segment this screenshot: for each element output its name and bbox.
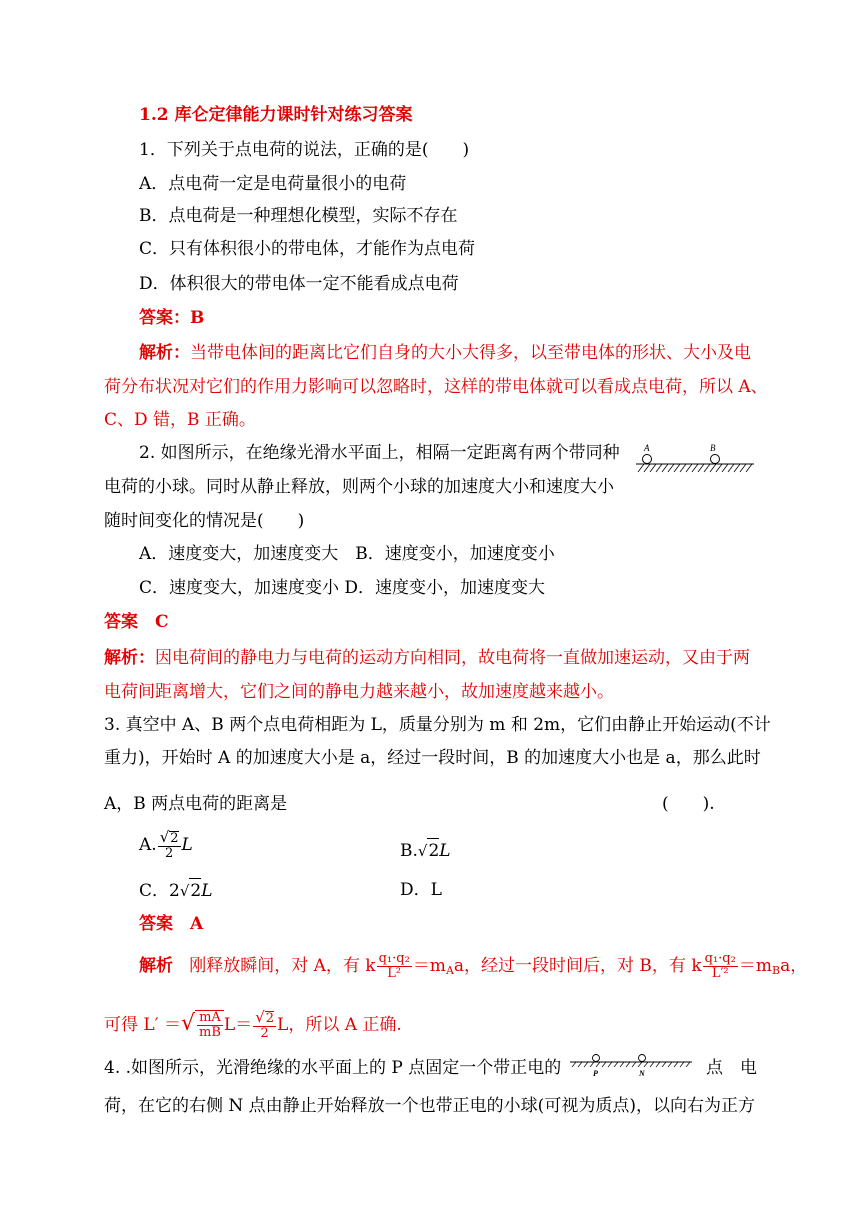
q3-option-a-fraction: $\frac{√2}{2}$ (159, 828, 179, 861)
q3-option-c: C．2√2L (139, 878, 213, 903)
q3-option-b-L: L (439, 841, 451, 861)
q3-option-c-L: L (201, 881, 213, 901)
q3-expl-part-2b: a，经过一段时间后，对 B，有 k (453, 956, 702, 976)
q3-expl-part-1: 刚释放瞬间，对 A，有 k (189, 956, 376, 976)
q1-stem: 1．下列关于点电荷的说法，正确的是( ) (139, 140, 470, 160)
q2-expl-label: 解析： (104, 648, 155, 668)
q2-answer: 答案 C (104, 612, 169, 632)
q4-stem-line-2: 荷，在它的右侧 N 点由静止开始释放一个也带正电的小球(可视为质点)，以向右为正方 (104, 1096, 755, 1116)
q3-answer-parens: ( ). (662, 794, 715, 814)
q3-a-radicand: 2 (170, 831, 179, 846)
q3-b-radicand: 2 (427, 838, 439, 863)
q3-expl-part-2: ＝m (412, 956, 446, 976)
q3-expl2-part-1: 可得 L′ ＝ (104, 1015, 181, 1035)
q2-options-cd: C．速度变大，加速度变小 D．速度变小，加速度变大 (139, 578, 546, 598)
q3-a-denominator: 2 (164, 846, 174, 861)
q2-expl-text-1: 因电荷间的静电力与电荷的运动方向相同，故电荷将一直做加速运动，又由于两 (155, 648, 750, 668)
q3-sub-b: B (771, 964, 781, 977)
q3-expl2-part-3: L，所以 A 正确. (277, 1015, 402, 1035)
q3-fraction-1-den: L² (387, 966, 402, 981)
q3-fraction-3 (197, 1011, 223, 1040)
q3-fraction-3-den: mB (199, 1025, 221, 1040)
q3-option-a-L: L (181, 835, 193, 855)
q4-figure-label-p: P (593, 1069, 598, 1078)
q2-explanation-line-1 (104, 646, 750, 670)
q1-expl-label: 解析： (139, 343, 190, 363)
q4-figure-label-n: N (639, 1069, 645, 1078)
q4-figure-p-n (566, 1052, 696, 1078)
document-title: 1.2 库仑定律能力课时针对练习答案 (139, 105, 413, 125)
q1-option-a: A．点电荷一定是电荷量很小的电荷 (139, 174, 407, 194)
q2-surface-hatching (638, 464, 752, 472)
q4-stem-line-1-end: 点 电 (706, 1058, 757, 1078)
q2-stem-line-3: 随时间变化的情况是( ) (104, 511, 305, 531)
q1-explanation-line-1 (139, 341, 751, 365)
q1-explanation-line-2: 荷分布状况对它们的作用力影响可以忽略时，这样的带电体就可以看成点电荷，所以 A、 (104, 377, 768, 397)
q4-stem-line-1: 4. .如图所示，光滑绝缘的水平面上的 P 点固定一个带正电的 (104, 1058, 562, 1078)
q2-ball-a (643, 455, 652, 464)
q3-option-c-prefix: C．2 (139, 881, 180, 901)
q3-fraction-2 (703, 952, 738, 981)
q2-explanation-line-2: 电荷间距离增大，它们之间的静电力越来越小，故加速度越来越小。 (104, 682, 614, 702)
q3-option-d: D．L (400, 880, 442, 900)
q2-options-ab: A．速度变大，加速度变大 B．速度变小，加速度变小 (139, 544, 555, 564)
q2-stem-line-2: 电荷的小球。同时从静止释放，则两个小球的加速度大小和速度大小 (104, 477, 614, 497)
q3-c-radicand: 2 (189, 878, 201, 903)
q3-explanation-line-2: 可得 L′ ＝√ $\frac{mA}{mB}$ L＝ $\frac{√2}{2}$ L，所以 A 正确. (104, 1008, 402, 1041)
q3-option-a-prefix: A. (139, 835, 157, 855)
q3-option-b-prefix: B. (400, 841, 418, 861)
q4-surface-hatching (572, 1062, 690, 1067)
q3-expl-part-3b: a， (780, 956, 808, 976)
q3-answer: 答案 A (139, 914, 204, 934)
q3-fraction-1-num: q₁·q₂ (378, 951, 410, 966)
q2-stem-line-1: 2. 如图所示，在绝缘光滑水平面上，相隔一定距离有两个带同种 (139, 443, 620, 463)
q3-f4-radicand: 2 (265, 1011, 275, 1026)
q3-expl-label: 解析 (139, 956, 173, 976)
q3-option-b: B.√2L (400, 838, 451, 863)
q1-option-d: D．体积很大的带电体一定不能看成点电荷 (139, 274, 459, 294)
q3-stem-line-1: 3. 真空中 A、B 两个点电荷相距为 L，质量分别为 m 和 2m，它们由静止开始运动(不计 (104, 715, 771, 735)
q2-figure-two-balls (632, 440, 757, 474)
q3-fraction-2-num: q₁·q₂ (704, 951, 736, 966)
q1-expl-text-1: 当带电体间的距离比它们自身的大小大得多，以至带电体的形状、大小及电 (190, 343, 751, 363)
q2-figure-label-b: B (710, 443, 716, 453)
q1-option-b: B．点电荷是一种理想化模型，实际不存在 (139, 206, 458, 226)
q3-f4-den: 2 (260, 1026, 269, 1041)
q1-option-c: C．只有体积很小的带电体，才能作为点电荷 (139, 239, 476, 259)
q3-fraction-4: $\frac{√2}{2}$ (255, 1008, 275, 1041)
q3-expl-part-3: ＝m (738, 956, 772, 976)
q3-fraction-1 (377, 952, 412, 981)
q4-charge-p (593, 1055, 600, 1062)
q3-sub-a: A (445, 964, 454, 977)
q3-explanation-line-1 (139, 952, 807, 992)
q2-ball-b (711, 455, 720, 464)
q2-figure-label-a: A (644, 443, 650, 453)
q3-fraction-3-num: mA (197, 1011, 223, 1026)
q3-stem-line-3: A，B 两点电荷的距离是 (104, 794, 288, 814)
q3-expl2-part-2: L＝ (223, 1015, 253, 1035)
q3-fraction-2-den: L′² (711, 966, 729, 981)
q3-option-a (139, 830, 193, 870)
q1-explanation-line-3: C、D 错，B 正确。 (104, 410, 256, 430)
q4-charge-n (639, 1055, 646, 1062)
q1-answer: 答案：B (139, 308, 205, 328)
q3-stem-line-2: 重力)，开始时 A 的加速度大小是 a，经过一段时间，B 的加速度大小也是 a，那么此时 (104, 748, 761, 768)
